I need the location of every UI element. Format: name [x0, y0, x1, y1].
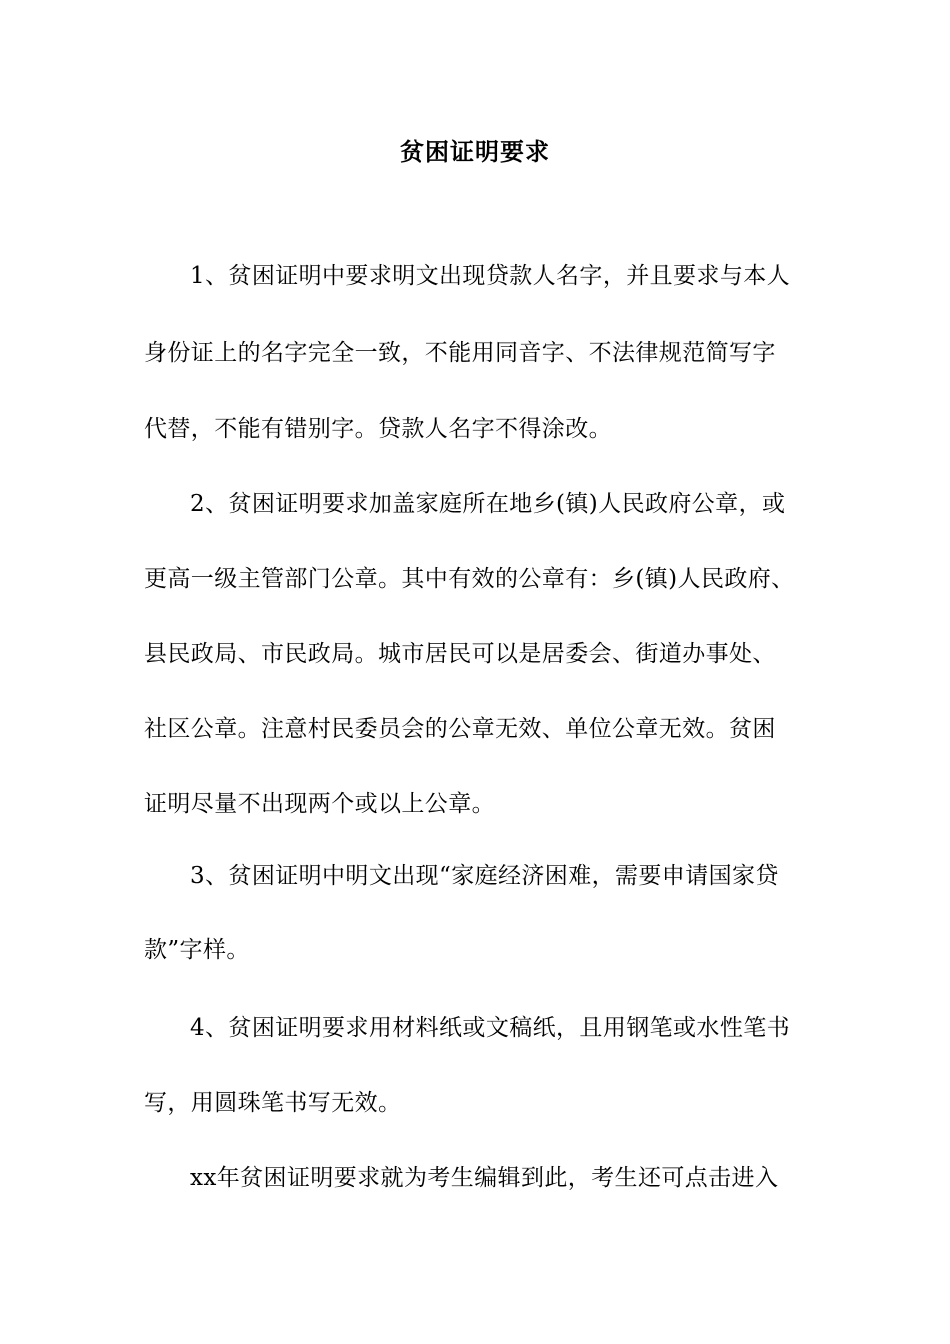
paragraph-2-line-3: 县民政局、市民政局。城市居民可以是居委会、街道办事处、	[144, 641, 776, 667]
paragraph-4-line-1: 4、贫困证明要求用材料纸或文稿纸，且用钢笔或水性笔书	[190, 1015, 791, 1041]
paragraph-4-line-2: 写，用圆珠笔书写无效。	[144, 1090, 402, 1116]
paragraph-1-line-2: 身份证上的名字完全一致，不能用同音字、不法律规范简写字	[144, 340, 776, 366]
paragraph-1-line-3: 代替，不能有错别字。贷款人名字不得涂改。	[144, 416, 612, 442]
paragraph-1-line-1: 1、贫困证明中要求明文出现贷款人名字，并且要求与本人	[190, 263, 791, 289]
paragraph-3-line-2: 款”字样。	[144, 937, 250, 963]
paragraph-3-line-1: 3、贫困证明中明文出现“家庭经济困难，需要申请国家贷	[190, 863, 779, 889]
paragraph-2-line-1: 2、贫困证明要求加盖家庭所在地乡(镇)人民政府公章，或	[190, 491, 786, 517]
paragraph-2-line-2: 更高一级主管部门公章。其中有效的公章有：乡(镇)人民政府、	[144, 566, 795, 592]
paragraph-2-line-5: 证明尽量不出现两个或以上公章。	[144, 791, 495, 817]
paragraph-2-line-4: 社区公章。注意村民委员会的公章无效、单位公章无效。贫困	[144, 716, 776, 742]
paragraph-5-line-1: xx年贫困证明要求就为考生编辑到此，考生还可点击进入	[190, 1165, 779, 1191]
page-title: 贫困证明要求	[400, 138, 550, 166]
